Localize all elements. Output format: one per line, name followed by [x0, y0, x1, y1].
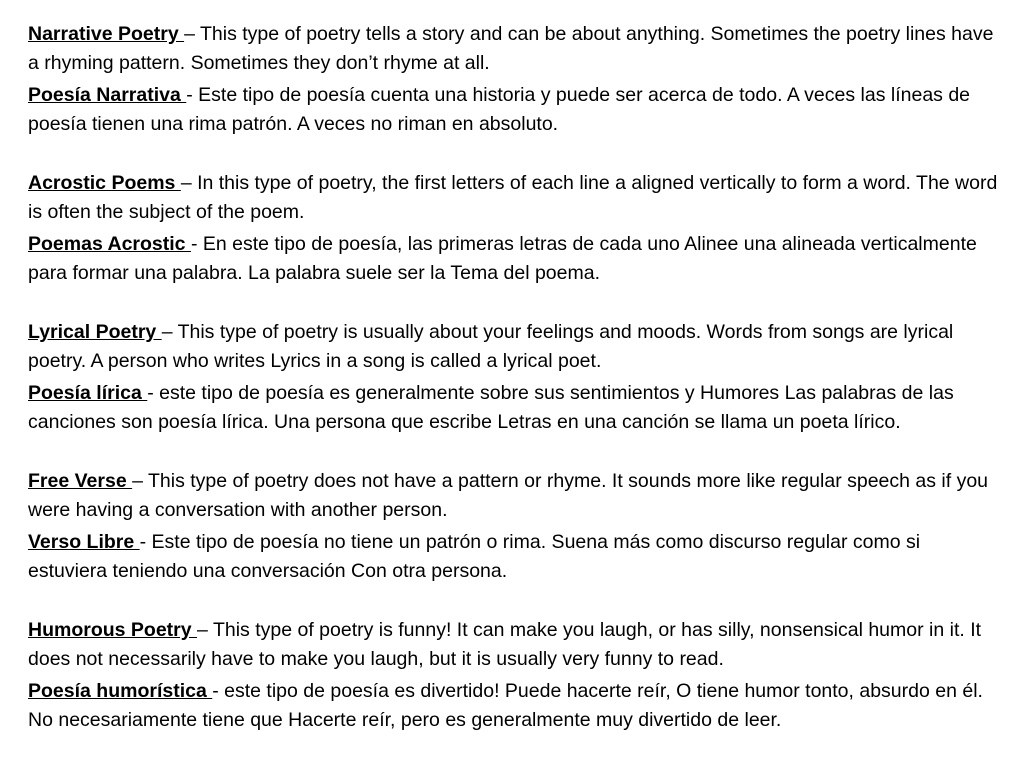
verso-libre-term: Verso Libre [28, 531, 140, 553]
acrostic-poems-definition: – In this type of poetry, the first letters of each line a aligned vertically to form a word. The word is often the subject of the poem. [28, 172, 998, 223]
free-verse-spanish [28, 528, 1003, 585]
poesia-narrativa-definition: - Este tipo de poesía cuenta una historia y puede ser acerca de todo. A veces las líneas de poesía tienen una rima patrón. A veces no riman en absoluto. [28, 84, 971, 135]
acrostic-poems-term: Acrostic Poems [28, 172, 181, 194]
lyrical-poetry-definition: – This type of poetry is usually about your feelings and moods. Words from songs are lyrical poetry. A person who writes Lyrics in a song is called a lyrical poet. [28, 321, 954, 372]
poesia-narrativa-term: Poesía Narrativa [28, 84, 187, 106]
free-verse-term: Free Verse [28, 470, 133, 492]
poemas-acrostic-term: Poemas Acrostic [28, 233, 191, 255]
narrative-poetry-definition: – This type of poetry tells a story and can be about anything. Sometimes the poetry lines have a rhyming pattern. Sometimes they don’t rhyme at all. [28, 23, 994, 74]
acrostic-poems-english [28, 169, 1003, 226]
poesia-humoristica-definition: - este tipo de poesía es divertido! Puede hacerte reír, O tiene humor tonto, absurdo en él. No necesariamente tiene que Hacerte reír, pero es generalmente muy divertido de leer. [28, 680, 983, 731]
humorous-poetry-term: Humorous Poetry [28, 619, 198, 641]
narrative-poetry-term: Narrative Poetry [28, 23, 185, 45]
lyrical-poetry-term: Lyrical Poetry [28, 321, 162, 343]
humorous-poetry-spanish [28, 677, 1003, 734]
narrative-poetry-english [28, 20, 1003, 77]
poesia-lirica-term: Poesía lírica [28, 382, 148, 404]
humorous-poetry-definition: – This type of poetry is funny! It can make you laugh, or has silly, nonsensical humor in it. It does not necessarily have to make you laugh, but it is usually very funny to read. [28, 619, 982, 670]
humorous-poetry-english [28, 616, 1003, 673]
verso-libre-definition: - Este tipo de poesía no tiene un patrón o rima. Suena más como discurso regular como si estuviera teniendo una conversación Con otra persona. [28, 531, 921, 582]
poesia-lirica-definition: - este tipo de poesía es generalmente sobre sus sentimientos y Humores Las palabras de las canciones son poesía lírica. Una persona que escribe Letras en una canción se llama un poeta lírico. [28, 382, 954, 433]
poemas-acrostic-definition: - En este tipo de poesía, las primeras letras de cada uno Alinee una alineada verticalmente para formar una palabra. La palabra suele ser la Tema del poema. [28, 233, 977, 284]
narrative-poetry-spanish [28, 81, 1003, 138]
free-verse-definition: – This type of poetry does not have a pattern or rhyme. It sounds more like regular speech as if you were having a conversation with another person. [28, 470, 989, 521]
poesia-humoristica-term: Poesía humorística [28, 680, 213, 702]
lyrical-poetry-spanish [28, 379, 1003, 436]
acrostic-poems-spanish [28, 230, 1003, 287]
free-verse-english [28, 467, 1003, 524]
poetry-types-document [28, 20, 1003, 734]
lyrical-poetry-english [28, 318, 1003, 375]
